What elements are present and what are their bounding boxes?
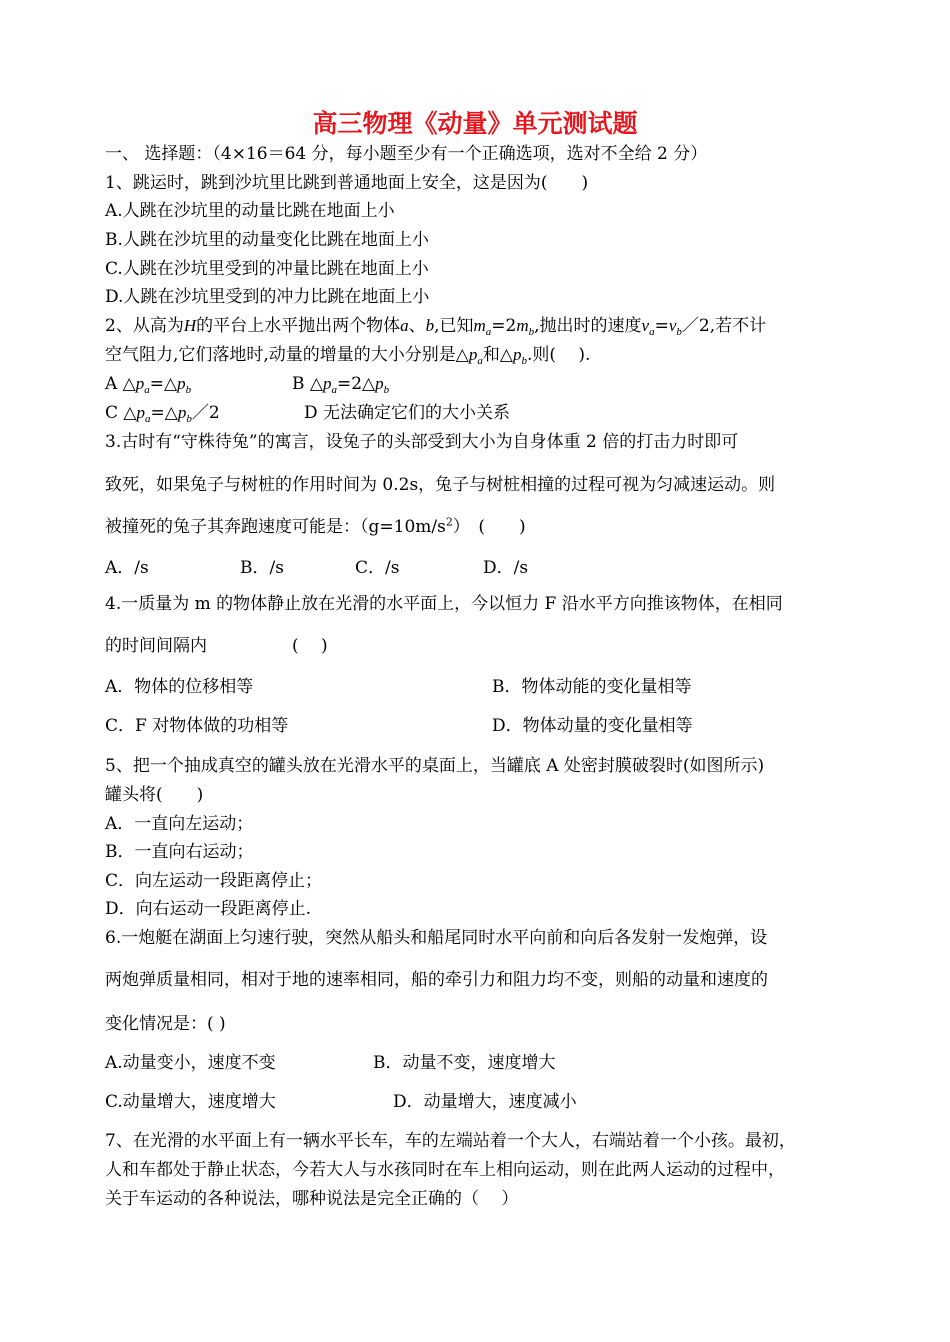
q4-option-b: B．物体动能的变化量相等: [492, 677, 692, 697]
q4-stem-line1: 4.一质量为 m 的物体静止放在光滑的水平面上，今以恒力 F 沿水平方向推该物体，在相同: [105, 594, 783, 614]
q6-option-a: A.动量变小，速度不变: [105, 1053, 276, 1073]
q2-option-d: D 无法确定它们的大小关系: [304, 403, 511, 423]
q1-stem: 1、跳运时，跳到沙坑里比跳到普通地面上安全，这是因为( ): [105, 173, 589, 193]
q3-option-a: A．/s: [105, 558, 149, 578]
q6-option-b: B．动量不变，速度增大: [373, 1053, 556, 1073]
q3-option-c: C．/s: [355, 558, 400, 578]
q5-option-c: C．向左运动一段距离停止；: [105, 871, 323, 891]
q1-option-b: B.人跳在沙坑里的动量变化比跳在地面上小: [105, 230, 429, 250]
q4-option-a: A．物体的位移相等: [105, 677, 254, 697]
q4-stem-line2: 的时间间隔内 ( ): [105, 636, 328, 656]
q1-option-a: A.人跳在沙坑里的动量比跳在地面上小: [105, 201, 395, 221]
q6-stem-line1: 6.一炮艇在湖面上匀速行驶，突然从船头和船尾同时水平向前和向后各发射一发炮弹，设: [105, 928, 768, 948]
q6-stem-line2: 两炮弹质量相同，相对于地的速率相同，船的牵引力和阻力均不变，则船的动量和速度的: [105, 970, 768, 990]
q5-option-a: A．一直向左运动；: [105, 814, 254, 834]
q3-stem-line3: 被撞死的兔子其奔跑速度可能是：$(g=10m/s^2)$ ( ): [105, 515, 526, 537]
q2-stem-line2: 空气阻力,它们落地时,动量的增量的大小分别是$\triangle p_a$和$\triangle p_b$.则( ).: [105, 345, 591, 368]
q7-stem-line3: 关于车运动的各种说法，哪种说法是完全正确的（ ）: [105, 1189, 519, 1209]
q2-stem-line1: 2、从高为H的平台上水平抛出两个物体a、b,已知$m_a=2m_b$,抛出时的速度$v_a=v_b/2$,若不计: [105, 316, 767, 339]
q3-option-b: B．/s: [240, 558, 284, 578]
q3-option-d: D．/s: [483, 558, 529, 578]
q7-stem-line1: 7、在光滑的水平面上有一辆水平长车，车的左端站着一个大人，右端站着一个小孩。最初，: [105, 1131, 796, 1151]
page-title: 高三物理《动量》单元测试题: [312, 109, 638, 138]
q5-option-b: B．一直向右运动；: [105, 842, 254, 862]
q5-stem-line2: 罐头将( ): [105, 785, 204, 805]
q3-stem-line1: 3.古时有“守株待兔”的寓言，设兔子的头部受到大小为自身体重 2 倍的打击力时即可: [105, 432, 739, 452]
q4-option-c: C．F 对物体做的功相等: [105, 716, 289, 736]
q6-option-c: C.动量增大，速度增大: [105, 1092, 276, 1112]
q2-option-a: A $\triangle p_a=\triangle p_b$: [105, 374, 192, 397]
q2-option-b: B $\triangle p_a=2\triangle p_b$: [292, 374, 390, 397]
q2-option-c: C $\triangle p_a=\triangle p_b/2$: [105, 403, 220, 426]
q5-option-d: D．向右运动一段距离停止.: [105, 899, 312, 919]
q5-stem-line1: 5、把一个抽成真空的罐头放在光滑水平的桌面上，当罐底 A 处密封膜破裂时(如图所示): [105, 756, 765, 776]
section-header: 一、 选择题：（4×16＝64 分，每小题至少有一个正确选项，选对不全给 2 分）: [105, 144, 708, 164]
q6-option-d: D．动量增大，速度减小: [393, 1092, 577, 1112]
q4-option-d: D．物体动量的变化量相等: [492, 716, 693, 736]
q3-stem-line2: 致死，如果兔子与树桩的作用时间为 0.2s，兔子与树桩相撞的过程可视为匀减速运动。则: [105, 475, 776, 495]
q6-stem-line3: 变化情况是：( ): [105, 1014, 226, 1034]
q1-option-c: C.人跳在沙坑里受到的冲量比跳在地面上小: [105, 259, 429, 279]
q1-option-d: D.人跳在沙坑里受到的冲力比跳在地面上小: [105, 287, 430, 307]
q7-stem-line2: 人和车都处于静止状态，今若大人与水孩同时在车上相向运动，则在此两人运动的过程中，: [105, 1160, 785, 1180]
